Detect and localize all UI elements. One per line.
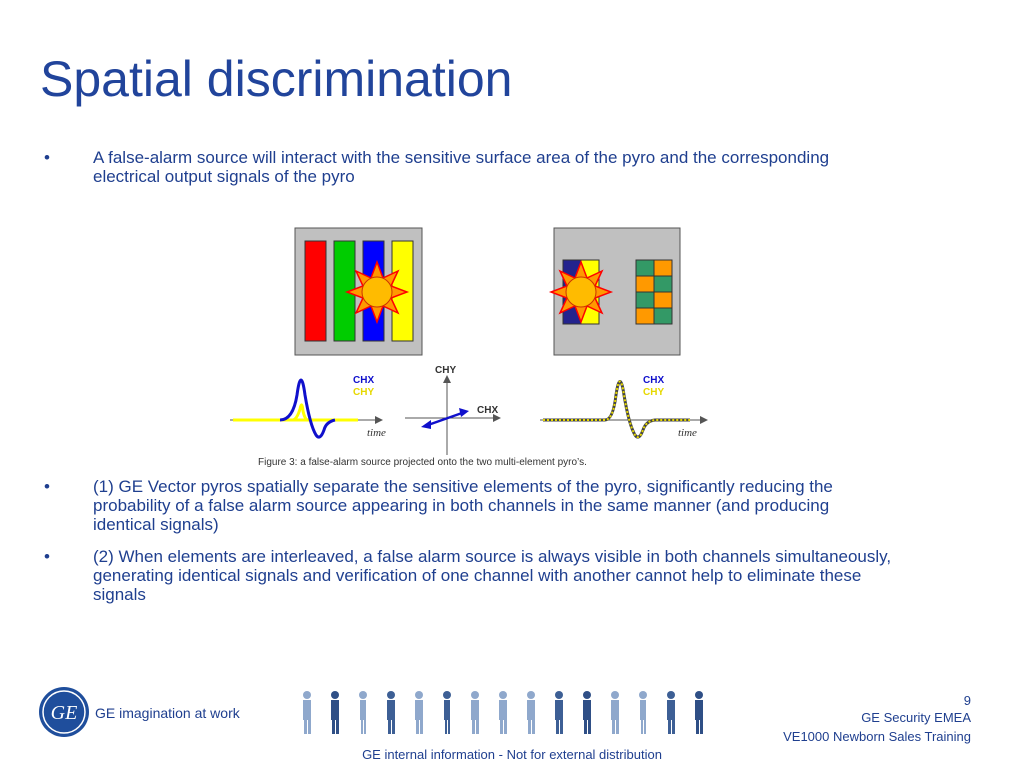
svg-text:GE: GE [50,702,78,724]
people-silhouettes-graphic [292,690,732,735]
time-label-right: time [678,427,697,439]
bullet-marker: • [44,547,50,566]
ge-tagline: GE imagination at work [95,705,240,721]
separated-pyro-panel [295,228,422,355]
bullet-text: (2) When elements are interleaved, a false alarm source is always visible in both channels simultaneously, generating identical signals and verification of one channel with another cannot help to eliminate these signals [93,547,892,604]
page-number: 9 [963,693,971,708]
sun-icon [347,262,407,322]
chx-label: CHX [353,375,375,386]
footer-course: VE1000 Newborn Sales Training [783,729,971,744]
separated-signal-plot [230,375,386,439]
bullet-text: A false-alarm source will interact with the sensitive surface area of the pyro and the corresponding electrical output signals of the pyro [93,148,830,186]
chx-label-right: CHX [643,375,665,386]
footer-org: GE Security EMEA [861,710,971,725]
chy-label-right: CHY [643,387,665,398]
xy-plot [405,365,501,455]
bullet-marker: • [44,148,50,167]
footer-notice: GE internal information - Not for external distribution [362,747,662,762]
slide-title: Spatial discrimination [40,51,513,107]
bullet-marker: • [44,477,50,496]
sun-icon [551,262,611,322]
figure-caption: Figure 3: a false-alarm source projected onto the two multi-element pyro’s. [258,457,587,468]
xy-chx-label: CHX [477,405,499,416]
pyro-figure [225,225,725,470]
time-label: time [367,427,386,439]
interleaved-pyro-panel [551,228,680,355]
interleaved-signal-plot [540,375,708,439]
ge-logo [38,686,90,738]
chy-label: CHY [353,387,375,398]
xy-chy-label: CHY [435,365,457,376]
bullet-text: (1) GE Vector pyros spatially separate the sensitive elements of the pyro, significantly reducing the probability of a false alarm source appearing in both channels in the same manner (and producing identical signals) [93,477,833,534]
